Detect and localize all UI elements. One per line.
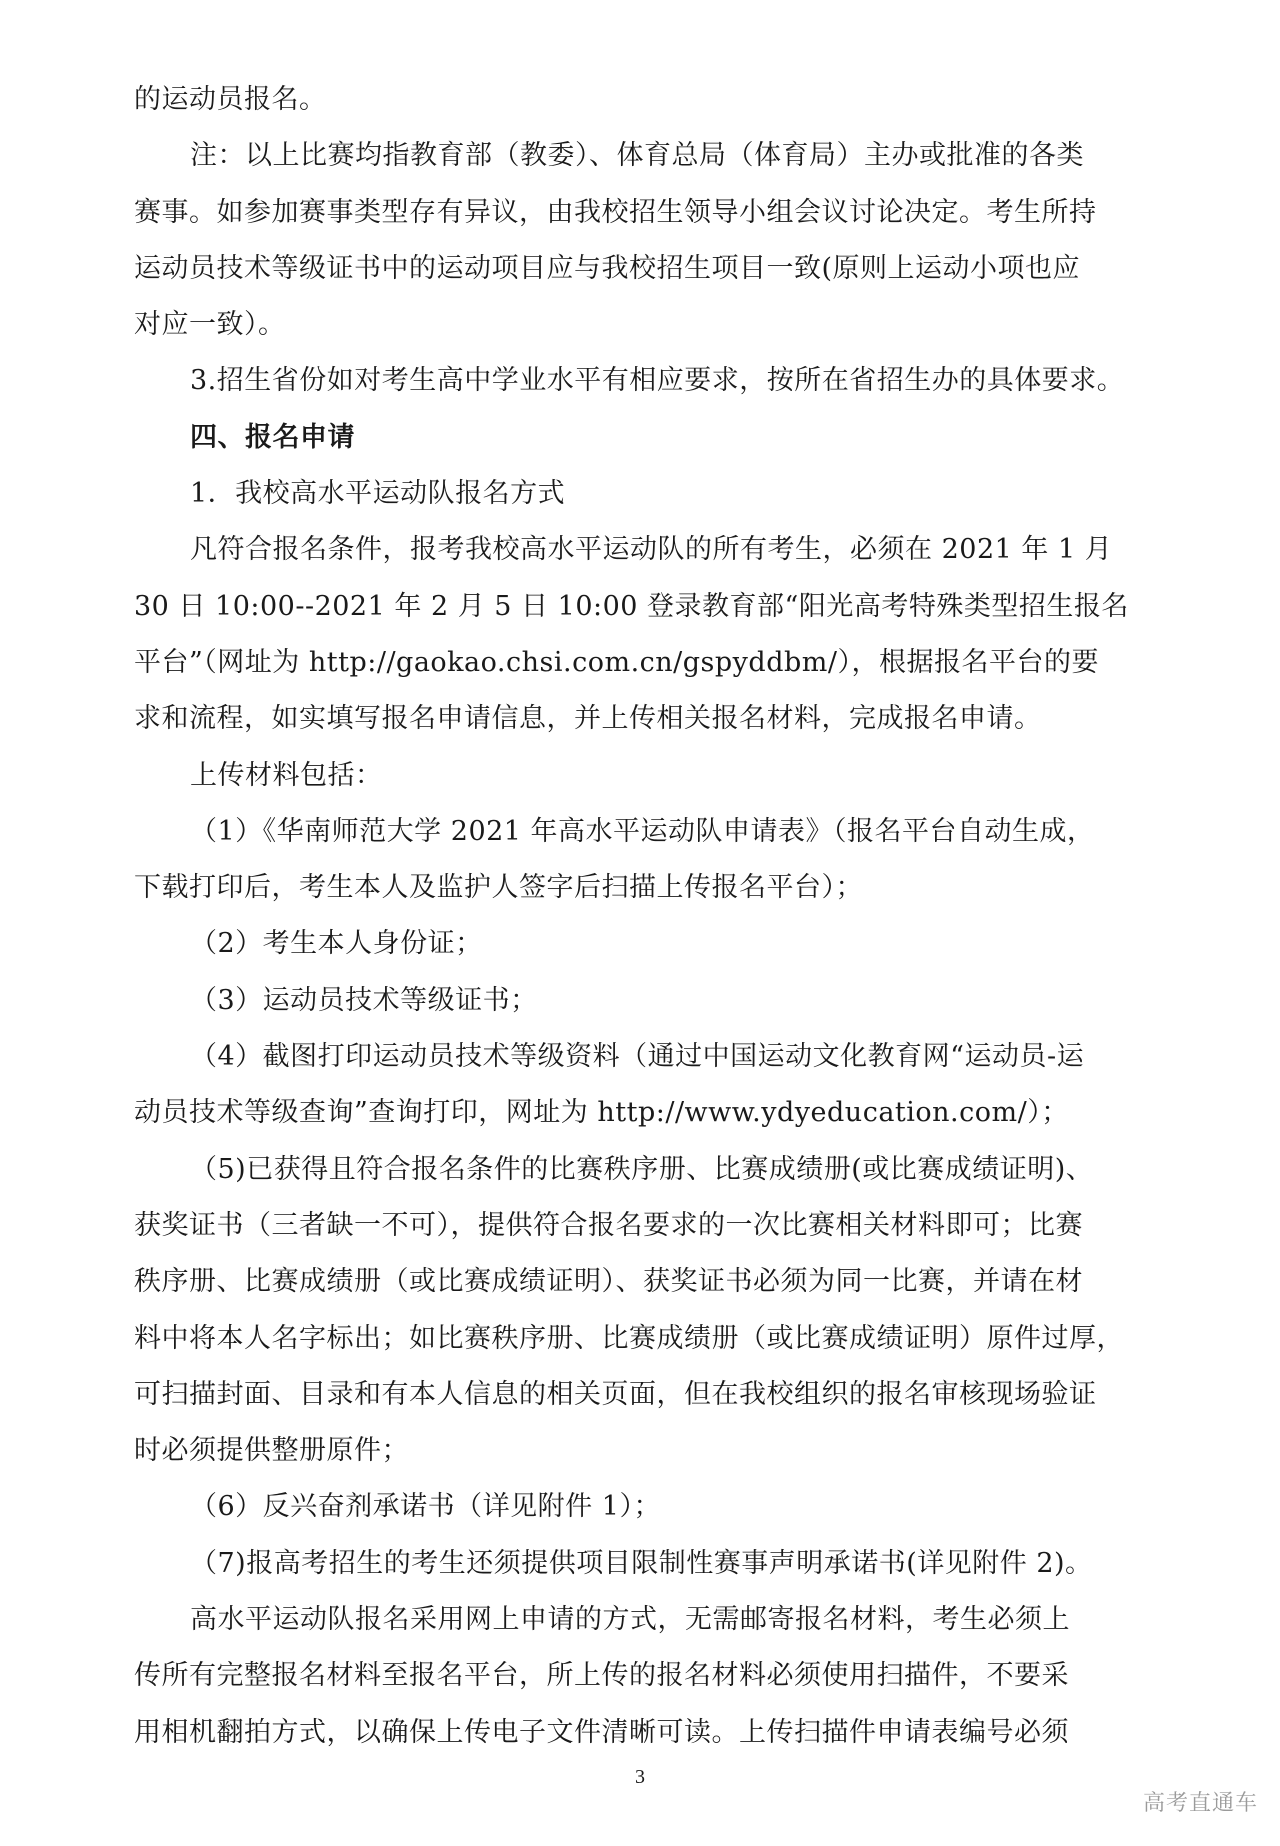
text-line: 注：以上比赛均指教育部（教委）、体育总局（体育局）主办或批准的各类 <box>190 140 1084 172</box>
text-line: 凡符合报名条件，报考我校高水平运动队的所有考生，必须在 2021 年 1 月 <box>190 534 1113 566</box>
page-number: 3 <box>635 1766 645 1788</box>
document-body <box>134 72 1146 1761</box>
subsection-heading: 1．我校高水平运动队报名方式 <box>190 478 566 510</box>
text-line: 秩序册、比赛成绩册（或比赛成绩证明）、获奖证书必须为同一比赛，并请在材 <box>134 1266 1083 1298</box>
text-line: 平台”（网址为 http://gaokao.chsi.com.cn/gspyddbm/），根据报名平台的要 <box>134 646 1099 678</box>
text-line: 求和流程，如实填写报名申请信息，并上传相关报名材料，完成报名申请。 <box>134 703 1042 735</box>
list-item: （3）运动员技术等级证书； <box>190 984 538 1016</box>
text-line: 用相机翻拍方式，以确保上传电子文件清晰可读。上传扫描件申请表编号必须 <box>134 1716 1069 1748</box>
watermark: 高考直通车 <box>1142 1791 1258 1816</box>
text-line: 传所有完整报名材料至报名平台，所上传的报名材料必须使用扫描件，不要采 <box>134 1660 1069 1692</box>
list-item: （2）考生本人身份证； <box>190 928 483 960</box>
text-line: 的运动员报名。 <box>134 84 327 115</box>
text-line: 赛事。如参加赛事类型存有异议，由我校招生领导小组会议讨论决定。考生所持 <box>134 196 1097 228</box>
list-item: （6）反兴奋剂承诺书（详见附件 1）； <box>190 1491 661 1523</box>
section-heading: 四、报名申请 <box>190 421 355 453</box>
text-line: 对应一致）。 <box>134 309 286 341</box>
text-line: 料中将本人名字标出；如比赛秩序册、比赛成绩册（或比赛成绩证明）原件过厚， <box>134 1322 1124 1354</box>
text-line: 时必须提供整册原件； <box>134 1435 409 1467</box>
text-line: 上传材料包括： <box>190 759 383 791</box>
text-line: 30 日 10:00--2021 年 2 月 5 日 10:00 登录教育部“阳光高考特殊类型招生报名 <box>134 590 1129 622</box>
text-line: 可扫描封面、目录和有本人信息的相关页面，但在我校组织的报名审核现场验证 <box>134 1378 1097 1410</box>
text-line: 运动员技术等级证书中的运动项目应与我校招生项目一致(原则上运动小项也应 <box>134 252 1081 284</box>
list-item: （5)已获得且符合报名条件的比赛秩序册、比赛成绩册(或比赛成绩证明)、 <box>190 1153 1094 1185</box>
list-item: （7)报高考招生的考生还须提供项目限制性赛事声明承诺书(详见附件 2)。 <box>190 1547 1093 1579</box>
text-line: 获奖证书（三者缺一不可），提供符合报名要求的一次比赛相关材料即可；比赛 <box>134 1209 1083 1241</box>
text-line: 3.招生省份如对考生高中学业水平有相应要求，按所在省招生办的具体要求。 <box>190 365 1125 397</box>
list-item: （4）截图打印运动员技术等级资料（通过中国运动文化教育网“运动员-运 <box>190 1041 1085 1073</box>
text-line: 动员技术等级查询”查询打印，网址为 http://www.ydyeducation.com/）； <box>134 1097 1069 1129</box>
text-line: 高水平运动队报名采用网上申请的方式，无需邮寄报名材料，考生必须上 <box>190 1604 1070 1636</box>
text-line: 下载打印后，考生本人及监护人签字后扫描上传报名平台）； <box>134 872 863 904</box>
list-item: （1）《华南师范大学 2021 年高水平运动队申请表》（报名平台自动生成， <box>190 815 1095 847</box>
